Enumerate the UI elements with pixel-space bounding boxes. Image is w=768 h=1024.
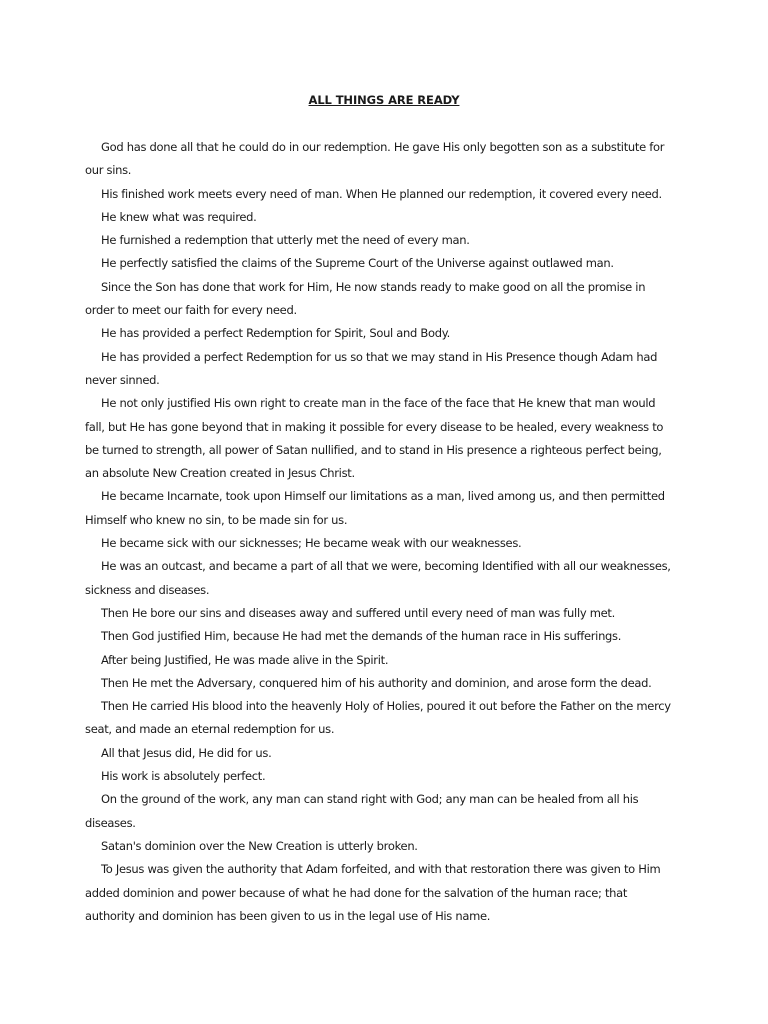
paragraph: After being Justified, He was made alive in the Spirit. bbox=[101, 652, 389, 667]
paragraph: All that Jesus did, He did for us. bbox=[101, 745, 272, 760]
paragraph: He has provided a perfect Redemption for us so that we may stand in His Presence though Adam had never sinned. bbox=[85, 349, 658, 387]
paragraph: Then He carried His blood into the heavenly Holy of Holies, poured it out before the Father on the mercy seat, and made an eternal redemption for us. bbox=[85, 699, 671, 737]
paragraph: He has provided a perfect Redemption for Spirit, Soul and Body. bbox=[101, 326, 450, 341]
paragraph: Then God justified Him, because He had met the demands of the human race in His sufferings. bbox=[101, 629, 622, 644]
paragraph: He knew what was required. bbox=[101, 209, 257, 224]
paragraph: He furnished a redemption that utterly met the need of every man. bbox=[101, 233, 470, 248]
paragraph: Satan's dominion over the New Creation is utterly broken. bbox=[101, 838, 418, 853]
paragraph: His work is absolutely perfect. bbox=[101, 769, 266, 784]
document-body bbox=[85, 136, 677, 928]
paragraph: Then He bore our sins and diseases away and suffered until every need of man was fully met. bbox=[101, 605, 615, 620]
paragraph: He perfectly satisfied the claims of the Supreme Court of the Universe against outlawed man. bbox=[101, 256, 614, 271]
paragraph: To Jesus was given the authority that Adam forfeited, and with that restoration there was given to Him added dominion and power because of what he had done for the salvation of the human race; that authority and dominion has been given to us in the legal use of His name. bbox=[85, 862, 661, 923]
paragraph: He not only justified His own right to create man in the face of the face that He knew that man would fall, but He has gone beyond that in making it possible for every disease to be healed, every weakness to be turned to strength, all power of Satan nullified, and to stand in His presence a righteous perfect being, an absolute New Creation created in Jesus Christ. bbox=[85, 396, 664, 481]
paragraph: He became Incarnate, took upon Himself our limitations as a man, lived among us, and then permitted Himself who knew no sin, to be made sin for us. bbox=[85, 489, 665, 527]
document-title: ALL THINGS ARE READY bbox=[308, 93, 460, 107]
paragraph: Since the Son has done that work for Him, He now stands ready to make good on all the promise in order to meet our faith for every need. bbox=[85, 279, 646, 318]
paragraph: God has done all that he could do in our redemption. He gave His only begotten son as a substitute for our sins. bbox=[85, 140, 665, 178]
paragraph: He became sick with our sicknesses; He became weak with our weaknesses. bbox=[101, 536, 522, 551]
paragraph: His finished work meets every need of man. When He planned our redemption, it covered every need. bbox=[101, 186, 662, 201]
paragraph: On the ground of the work, any man can stand right with God; any man can be healed from all his diseases. bbox=[85, 792, 639, 830]
paragraph: Then He met the Adversary, conquered him of his authority and dominion, and arose form the dead. bbox=[101, 675, 652, 690]
paragraph: He was an outcast, and became a part of all that we were, becoming Identified with all our weaknesses, sickness and diseases. bbox=[85, 559, 671, 597]
